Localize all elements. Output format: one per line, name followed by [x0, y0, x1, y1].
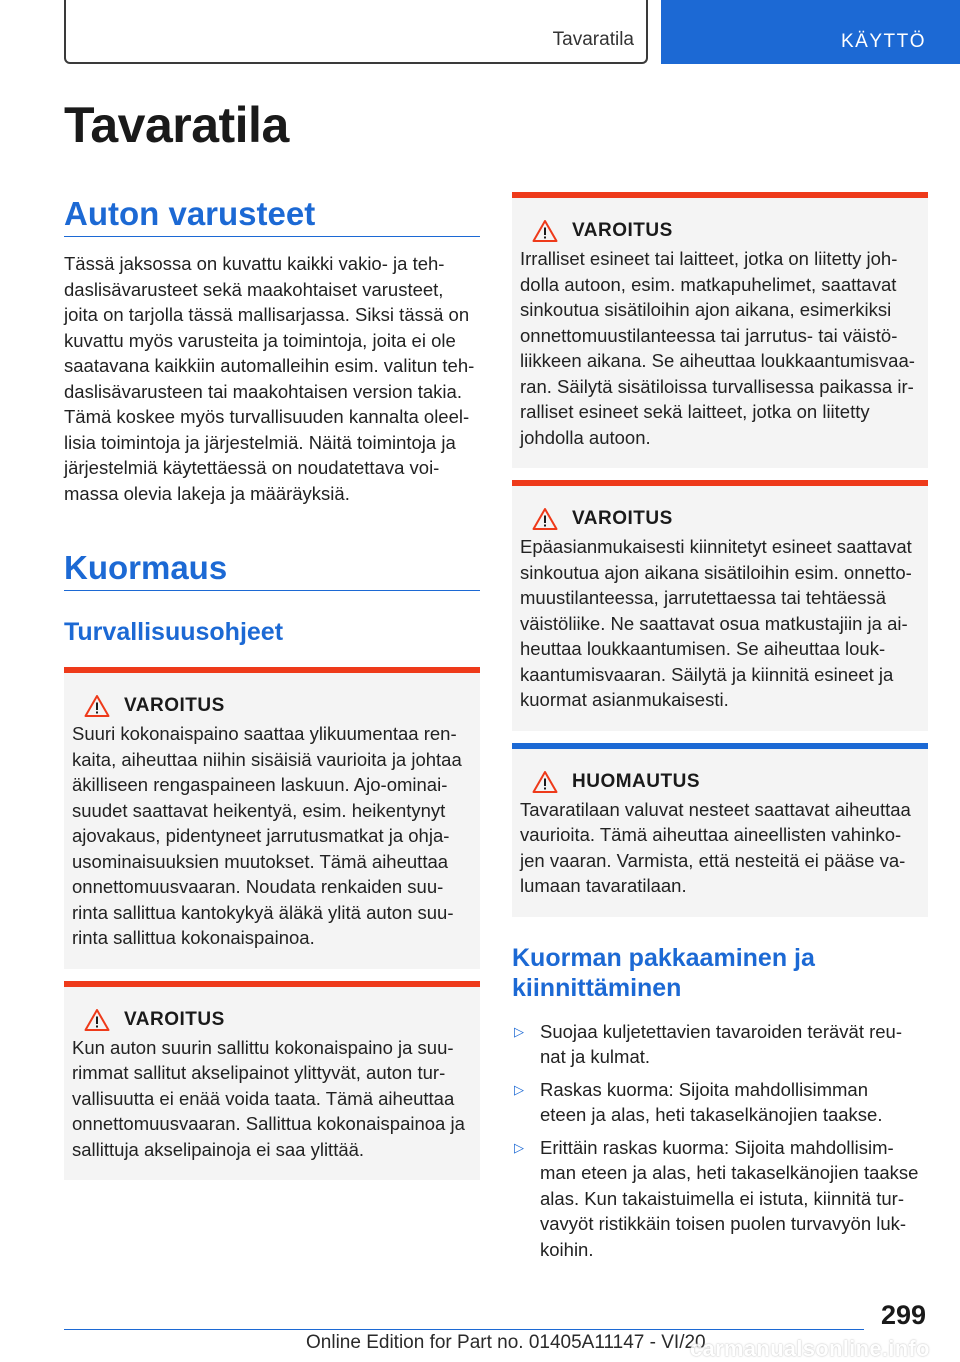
intro-line: massa olevia lakeja ja määräyksiä. — [64, 482, 350, 504]
warning-text — [520, 534, 920, 713]
notice-header — [520, 769, 920, 795]
notice-title: HUOMAUTUS — [572, 770, 700, 792]
list-item-line: alas. Kun takaistuimella ei istuta, kiinnitä tur‐ — [540, 1187, 905, 1209]
warning-line: rinta sallittua kokonaispainoa. — [72, 927, 315, 948]
warning-line: ran. Säilytä sisätiloissa turvallisessa paikassa ir‐ — [520, 375, 914, 397]
intro-line: daslisävarusteet sekä maakohtaiset varusteet, — [64, 278, 444, 300]
warning-header — [72, 1007, 472, 1033]
notice-line: vaurioita. Tämä aiheuttaa aineellisten vahinko‐ — [520, 824, 902, 845]
header-chapter-tab — [661, 0, 960, 64]
packing-list — [512, 1019, 928, 1263]
warning-header — [72, 693, 472, 719]
intro-line: saatavana kaikkiin automalleihin esim. valitun teh‐ — [64, 355, 475, 376]
notice-text — [520, 797, 920, 899]
triangle-right-icon: ▷ — [514, 1081, 524, 1097]
intro-line: Tämä koskee myös turvallisuuden kannalta oleel‐ — [64, 406, 470, 427]
warning-line: Kun auton suurin sallittu kokonaispaino ja suu‐ — [72, 1036, 454, 1058]
warning-title: VAROITUS — [572, 508, 673, 529]
warning-triangle-icon — [84, 1008, 110, 1032]
list-item-line: vavyöt ristikkäin toisen puolen turvavyön luk‐ — [540, 1213, 907, 1234]
warning-line: kuormat asianmukaisesti. — [520, 689, 729, 710]
warning-line: rinta sallittua kantokykyä äläkä ylitä auton suu‐ — [72, 901, 454, 923]
header-section-tab — [64, 0, 648, 64]
intro-line: joita on tarjolla tässä mallisarjassa. Siksi tässä on — [64, 304, 470, 325]
intro-paragraph — [64, 251, 480, 506]
list-item-line: man eteen ja alas, heti takaselkänojien taakse — [540, 1162, 919, 1183]
warning-text — [72, 721, 472, 951]
page-title: Tavaratila — [64, 97, 289, 153]
list-item-line: nat ja kulmat. — [540, 1046, 651, 1067]
warning-line: heuttaa loukkaantumisen. Se aiheuttaa louk‐ — [520, 638, 886, 659]
warning-line: rimmat sallitut akselipainot ylittyvät, auton tur‐ — [72, 1062, 446, 1083]
heading-line: kiinnittäminen — [512, 973, 682, 1002]
heading-line: Kuorman pakkaaminen ja — [512, 943, 815, 972]
heading-turvallisuusohjeet: Turvallisuusohjeet — [64, 618, 284, 646]
warning-line: kaantumisvaaran. Säilytä ja kiinnitä esineet ja — [520, 663, 894, 685]
warning-line: Irralliset esineet tai laitteet, jotka on liitetty joh‐ — [520, 248, 898, 269]
notice-line: jen vaaran. Varmista, että nesteitä ei pääse va‐ — [520, 849, 906, 871]
header-chapter-label: KÄYTTÖ — [840, 31, 926, 52]
warning-line: väistöliike. Ne saattavat osua matkustajiin ja ai‐ — [520, 612, 908, 634]
right-column — [512, 190, 928, 1269]
intro-line: Tässä jaksossa on kuvattu kaikki vakio- ja teh‐ — [64, 253, 445, 274]
heading-kuorman-pakkaaminen — [512, 943, 928, 1003]
warning-header — [520, 506, 920, 532]
warning-title: VAROITUS — [124, 1008, 225, 1030]
warning-box-1 — [64, 667, 480, 969]
intro-line: lisia toimintoja ja järjestelmiä. Näitä toimintoja ja — [64, 431, 456, 453]
warning-line: sinkoutua sisätiloihin ajon aikana, esimerkiksi — [520, 299, 892, 320]
warning-line: muustilanteessa, jarrutettaessa tai tehtäessä — [520, 587, 887, 608]
warning-line: onnettomuusvaaran. Noudata renkaiden suu‐ — [72, 876, 444, 897]
warning-header — [520, 218, 920, 244]
list-item — [512, 1077, 928, 1128]
heading-rule — [64, 236, 480, 237]
warning-line: vallisuutta ei enää voida taata. Tämä aiheuttaa — [72, 1087, 455, 1109]
heading-rule — [64, 590, 480, 591]
triangle-right-icon: ▷ — [514, 1023, 524, 1039]
intro-line: järjestelmiä käytettäessä on noudatettava voi‐ — [64, 457, 440, 478]
warning-triangle-icon — [84, 694, 110, 718]
watermark: carmanualsonline.info — [690, 1336, 930, 1361]
warning-box-2 — [64, 981, 480, 1181]
warning-box-4 — [512, 480, 928, 731]
warning-triangle-icon — [532, 770, 558, 794]
list-item-line: Raskas kuorma: Sijoita mahdollisimman — [540, 1078, 868, 1100]
footer-rule — [64, 1329, 864, 1330]
list-item-line: eteen ja alas, heti takaselkänojien taakse. — [540, 1104, 883, 1125]
notice-box — [512, 743, 928, 917]
triangle-right-icon: ▷ — [514, 1139, 524, 1155]
warning-line: ajovakaus, pidentyneet jarrutusmatkat ja ohja‐ — [72, 825, 450, 846]
heading-kuormaus: Kuormaus — [64, 549, 228, 586]
warning-line: sallittuja akselipainoja ei saa ylittää. — [72, 1138, 365, 1160]
list-item-line: Erittäin raskas kuorma: Sijoita mahdollisim‐ — [540, 1136, 894, 1158]
warning-line: onnettomuustilanteessa tai jarrutus- tai väistö‐ — [520, 324, 898, 346]
warning-line: suudet saattavat heikentyä, esim. heikentynyt — [72, 799, 446, 821]
warning-line: äkilliseen rengaspaineen laskuun. Ajo-ominai‐ — [72, 774, 448, 795]
warning-triangle-icon — [532, 219, 558, 243]
warning-line: kaita, aiheuttaa niihin sisäisiä vaurioita ja johtaa — [72, 748, 462, 770]
list-item-line: koihin. — [540, 1238, 594, 1260]
warning-triangle-icon — [532, 507, 558, 531]
intro-line: kuvattu myös varusteita ja toimintoja, joita ei ole — [64, 329, 456, 351]
warning-line: ralliset esineet sekä laitteet, jotka on liitetty — [520, 401, 870, 422]
footer-edition: Online Edition for Part no. 01405A11147 - VI/20 — [306, 1332, 706, 1353]
notice-line: Tavaratilaan valuvat nesteet saattavat aiheuttaa — [520, 798, 911, 820]
warning-line: johdolla autoon. — [520, 426, 651, 448]
warning-line: usominaisuuksien muutokset. Tämä aiheuttaa — [72, 850, 449, 872]
warning-line: dolla autoon, esim. matkapuhelimet, saattavat — [520, 273, 897, 295]
header-section-label: Tavaratila — [552, 29, 634, 50]
warning-line: liikkeen aikana. Se aiheuttaa loukkaantumisvaa‐ — [520, 350, 915, 371]
warning-title: VAROITUS — [572, 220, 673, 241]
heading-auton-varusteet: Auton varusteet — [64, 195, 316, 232]
page-number: 299 — [880, 1300, 926, 1330]
warning-line: onnettomuusvaaran. Sallittua kokonaispainoa ja — [72, 1113, 465, 1134]
warning-title: VAROITUS — [124, 695, 225, 716]
list-item — [512, 1135, 928, 1263]
list-item — [512, 1019, 928, 1070]
warning-line: Epäasianmukaisesti kiinnitetyt esineet saattavat — [520, 536, 912, 557]
warning-text — [520, 246, 920, 450]
warning-line: sinkoutua ajon aikana sisätiloihin esim. onnetto‐ — [520, 561, 912, 583]
intro-line: daslisävarusteen tai maakohtaisen version takia. — [64, 380, 462, 402]
left-column — [64, 190, 480, 1180]
list-item-line: Suojaa kuljetettavien tavaroiden terävät reu‐ — [540, 1020, 902, 1042]
notice-line: lumaan tavaratilaan. — [520, 875, 687, 896]
warning-line: Suuri kokonaispaino saattaa ylikuumentaa ren‐ — [72, 723, 457, 744]
warning-text — [72, 1035, 472, 1163]
warning-box-3 — [512, 192, 928, 468]
